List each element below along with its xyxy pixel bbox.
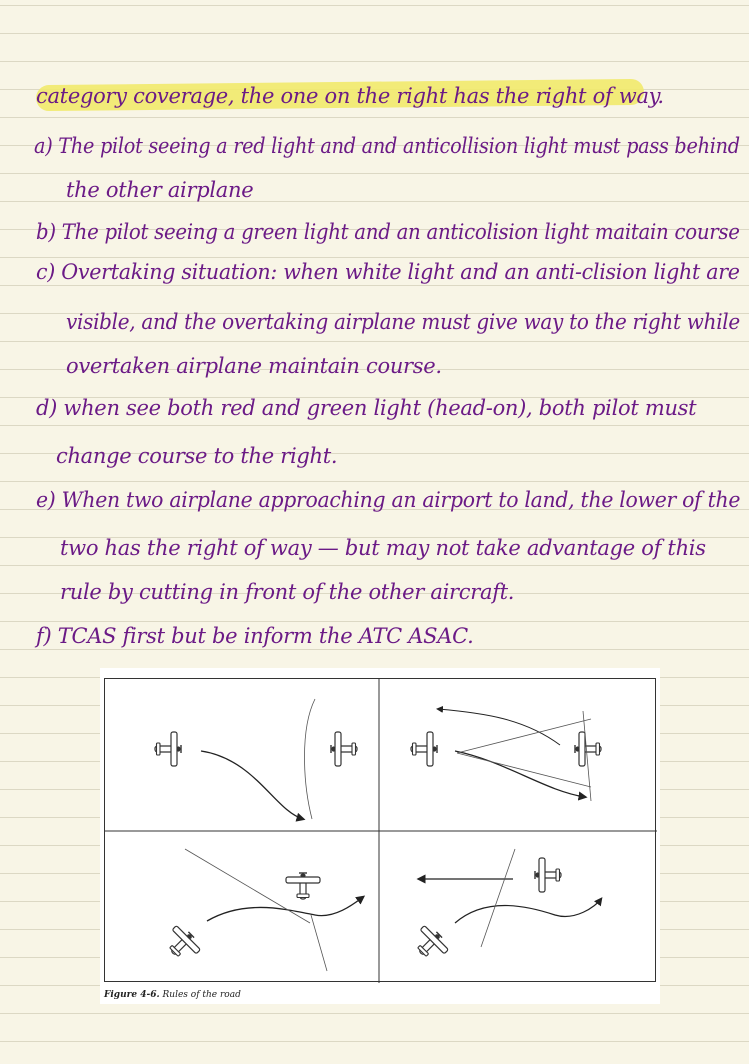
figure-caption (104, 990, 241, 1000)
airplane-icon (411, 732, 437, 766)
note-line-5: c) Overtaking situation: when white light and an anti-clision light are (36, 260, 740, 284)
rules-of-the-road-figure (100, 668, 660, 1004)
panel-converging (155, 699, 357, 819)
airplane-icon (535, 858, 561, 892)
caption-text: Rules of the road (162, 990, 241, 1000)
note-line-1: category coverage, the one on the right has the right of way. (36, 84, 664, 108)
caption-label: Figure 4-6. (104, 990, 160, 1000)
note-line-9: change course to the right. (56, 444, 338, 468)
airplane-icon (409, 923, 451, 965)
airplane-icon (286, 873, 320, 899)
note-line-13: f) TCAS first but be inform the ATC ASAC. (36, 624, 474, 648)
airplane-icon (155, 732, 181, 766)
note-line-11: two has the right of way — but may not take advantage of this (60, 536, 706, 560)
figure-frame (104, 678, 656, 982)
note-line-2: a) The pilot seeing a red light and and anticollision light must pass behind (34, 134, 740, 158)
note-line-4: b) The pilot seeing a green light and an anticolision light maitain course (36, 220, 740, 244)
note-line-3: the other airplane (66, 178, 254, 202)
note-line-7: overtaken airplane maintain course. (66, 354, 442, 378)
panel-head-on (411, 709, 601, 801)
panel-crossing (161, 849, 363, 971)
airplane-icon (575, 732, 601, 766)
note-line-12: rule by cutting in front of the other aircraft. (60, 580, 515, 604)
airplane-icon (331, 732, 357, 766)
rules-diagram (105, 679, 657, 983)
note-line-10: e) When two airplane approaching an airport to land, the lower of the (36, 488, 741, 512)
note-line-8: d) when see both red and green light (head-on), both pilot must (36, 396, 697, 420)
note-line-6: visible, and the overtaking airplane must give way to the right while (66, 310, 740, 334)
panel-overtaking (409, 849, 601, 965)
airplane-icon (161, 923, 203, 965)
